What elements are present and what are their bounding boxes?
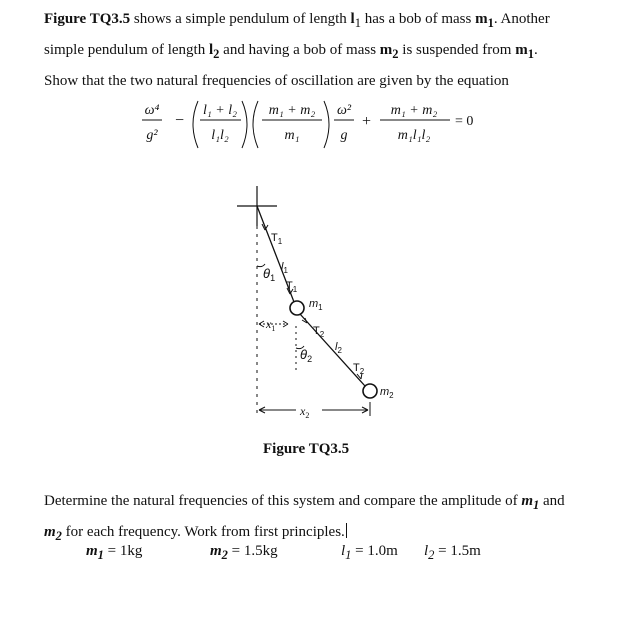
label-m1: $m_1$ <box>309 298 323 312</box>
problem-line-2: simple pendulum of length $l_2$ and having a bob of mass $m_2$ is suspended from $m_1$. <box>44 42 538 61</box>
frequency-equation <box>0 96 633 154</box>
eq-fraction3-numerator: ω² <box>336 103 352 118</box>
figure-caption: Figure TQ3.5 <box>263 441 350 457</box>
given-l2: $l_2 = 1.5m$ <box>424 543 481 562</box>
label-x1: $x_1$ <box>266 317 276 333</box>
eq-term1-numerator: ω⁴ <box>144 103 160 118</box>
problem-line-3: Show that the two natural frequencies of oscillation are given by the equation <box>44 73 509 89</box>
problem-statement <box>44 6 604 95</box>
eq-plus: + <box>362 113 372 130</box>
eq-fraction1-numerator: l₁ + l₂ <box>203 103 237 118</box>
label-T1-top: $T_1$ <box>271 232 283 246</box>
given-l1: $l_1 = 1.0m$ <box>341 543 398 562</box>
task-statement <box>44 488 604 550</box>
given-m2: $m_2 = 1.5kg$ <box>210 543 278 562</box>
double-pendulum-diagram <box>0 178 633 478</box>
label-l1: $l_1$ <box>281 261 288 275</box>
label-T1-bob: $T_1$ <box>286 280 298 294</box>
given-m1: $m_1 = 1kg$ <box>86 543 143 562</box>
eq-fraction1-denominator: l₁l₂ <box>211 128 229 143</box>
label-T2-bob: $T_2$ <box>353 362 365 376</box>
eq-fraction4-numerator: m₁ + m₂ <box>390 103 438 118</box>
eq-fraction2-denominator: m₁ <box>284 128 300 143</box>
label-T2-top: $T_2$ <box>313 325 325 339</box>
bob-m2 <box>363 384 377 398</box>
eq-fraction2-numerator: m₁ + m₂ <box>268 103 316 118</box>
eq-fraction4-denominator: m₁l₁l₂ <box>397 128 431 143</box>
label-l2: $l_2$ <box>335 341 342 355</box>
eq-minus: − <box>175 112 185 129</box>
label-m2: $m_2$ <box>380 386 394 400</box>
label-theta2: $\theta_2$ <box>300 347 313 364</box>
text-cursor <box>346 523 347 538</box>
task-line-2: $m_2$ for each frequency. Work from first principles. <box>44 524 345 543</box>
figure-reference: Figure TQ3.5 <box>44 11 131 27</box>
problem-line-1: Figure TQ3.5 shows a simple pendulum of length $l_1$ has a bob of mass $m_1$. Another <box>44 11 550 30</box>
bob-m1 <box>290 301 304 315</box>
eq-term1-denominator: g² <box>146 128 158 143</box>
string-2 <box>300 314 365 386</box>
eq-fraction3-denominator: g <box>340 128 348 143</box>
eq-equals-zero: = 0 <box>455 114 474 129</box>
label-theta1: $\theta_1$ <box>263 266 276 283</box>
label-x2: $x_2$ <box>300 404 310 420</box>
task-line-1: Determine the natural frequencies of this system and compare the amplitude of $m_1$ and <box>44 493 565 512</box>
